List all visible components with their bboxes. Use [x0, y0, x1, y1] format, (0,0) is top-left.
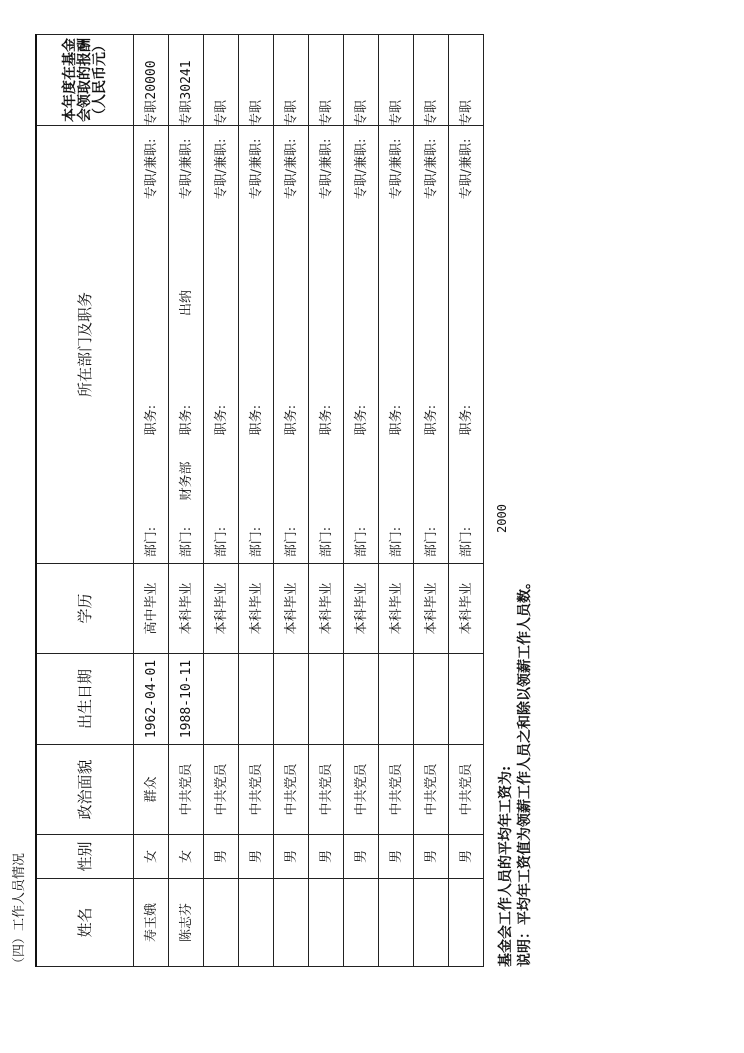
- position-label: 职务:: [353, 404, 369, 436]
- dept-label: 部门:: [318, 526, 334, 558]
- header-row: [36, 35, 134, 967]
- cell-name: 寿玉娥: [134, 879, 169, 967]
- cell-gender: 男: [239, 835, 274, 879]
- cell-name: [204, 879, 239, 967]
- cell-political: 中共党员: [379, 745, 414, 835]
- mode-value: 专职: [143, 100, 159, 127]
- cell-dept-position: [449, 100, 484, 564]
- mode-value: 专职: [213, 100, 229, 127]
- cell-dept-position: [169, 100, 204, 564]
- cell-birth: [239, 654, 274, 745]
- dept-value: 财务部: [178, 461, 194, 501]
- position-label: 职务:: [318, 404, 334, 436]
- mode-label: 专职/兼职:: [318, 138, 334, 200]
- mode-value: 专职: [318, 100, 334, 127]
- cell-dept-position: [204, 100, 239, 564]
- mode-label: 专职/兼职:: [388, 138, 404, 200]
- mode-value: 专职: [388, 100, 404, 127]
- section-title: （四）工作人员情况: [12, 852, 27, 970]
- dept-label: 部门:: [353, 526, 369, 558]
- table-row: [414, 35, 449, 967]
- dept-label: 部门:: [213, 526, 229, 558]
- mode-label: 专职/兼职:: [283, 138, 299, 200]
- header-dept-position: 所在部门及职务: [36, 126, 134, 564]
- position-label: 职务:: [248, 404, 264, 436]
- dept-label: 部门:: [423, 526, 439, 558]
- position-label: 职务:: [458, 404, 474, 436]
- cell-gender: 男: [309, 835, 344, 879]
- cell-gender: 女: [134, 835, 169, 879]
- cell-name: [344, 879, 379, 967]
- table-row: [449, 35, 484, 967]
- mode-label: 专职/兼职:: [423, 138, 439, 200]
- cell-political: 中共党员: [274, 745, 309, 835]
- table-row: [309, 35, 344, 967]
- cell-dept-position: [134, 100, 169, 564]
- cell-birth: [414, 654, 449, 745]
- cell-gender: 男: [274, 835, 309, 879]
- cell-name: [309, 879, 344, 967]
- dept-label: 部门:: [143, 526, 159, 558]
- mode-label: 专职/兼职:: [248, 138, 264, 200]
- mode-value: 专职: [248, 100, 264, 127]
- table-row: [169, 35, 204, 967]
- mode-value: 专职: [353, 100, 369, 127]
- table-row: [274, 35, 309, 967]
- dept-label: 部门:: [458, 526, 474, 558]
- cell-birth: 1962-04-01: [134, 654, 169, 745]
- cell-remuneration: 20000: [134, 35, 169, 126]
- cell-education: 本科毕业: [449, 564, 484, 654]
- cell-gender: 男: [379, 835, 414, 879]
- cell-birth: [344, 654, 379, 745]
- cell-gender: 男: [449, 835, 484, 879]
- mode-value: 专职: [178, 100, 194, 127]
- cell-dept-position: [239, 100, 274, 564]
- mode-label: 专职/兼职:: [458, 138, 474, 200]
- cell-education: 本科毕业: [414, 564, 449, 654]
- position-label: 职务:: [178, 404, 194, 436]
- cell-birth: [309, 654, 344, 745]
- footer-note: 说明：平均年工资值为领薪工作人员之和除以领薪工作人员数。: [517, 575, 533, 967]
- cell-remuneration: 30241: [169, 35, 204, 126]
- cell-name: [239, 879, 274, 967]
- table-row: [239, 35, 274, 967]
- cell-name: [449, 879, 484, 967]
- table-row: [344, 35, 379, 967]
- table-row: [379, 35, 414, 967]
- cell-political: 中共党员: [449, 745, 484, 835]
- cell-political: 中共党员: [344, 745, 379, 835]
- position-value: 出纳: [178, 290, 194, 317]
- cell-education: 本科毕业: [274, 564, 309, 654]
- cell-political: 中共党员: [169, 745, 204, 835]
- cell-name: [379, 879, 414, 967]
- cell-name: [414, 879, 449, 967]
- header-gender: 性别: [36, 835, 134, 879]
- cell-name: [274, 879, 309, 967]
- mode-value: 专职: [423, 100, 439, 127]
- footer-average-label: 基金会工作人员的平均年工资为:: [498, 765, 514, 967]
- cell-birth: [379, 654, 414, 745]
- staff-table: [35, 34, 484, 967]
- cell-birth: [274, 654, 309, 745]
- footer-average-value: 2000: [495, 504, 509, 533]
- cell-education: 高中毕业: [134, 564, 169, 654]
- cell-political: 中共党员: [414, 745, 449, 835]
- table-row: [134, 35, 169, 967]
- mode-label: 专职/兼职:: [143, 138, 159, 200]
- cell-political: 中共党员: [309, 745, 344, 835]
- cell-education: 本科毕业: [169, 564, 204, 654]
- header-political: 政治面貌: [36, 745, 134, 835]
- cell-birth: [449, 654, 484, 745]
- cell-gender: 男: [344, 835, 379, 879]
- cell-education: 本科毕业: [344, 564, 379, 654]
- mode-label: 专职/兼职:: [353, 138, 369, 200]
- cell-political: 群众: [134, 745, 169, 835]
- cell-gender: 男: [204, 835, 239, 879]
- cell-education: 本科毕业: [204, 564, 239, 654]
- mode-label: 专职/兼职:: [213, 138, 229, 200]
- header-name: 姓名: [36, 879, 134, 967]
- cell-dept-position: [274, 100, 309, 564]
- position-label: 职务:: [423, 404, 439, 436]
- cell-education: 本科毕业: [239, 564, 274, 654]
- cell-name: 陈志芬: [169, 879, 204, 967]
- dept-label: 部门:: [248, 526, 264, 558]
- dept-label: 部门:: [178, 526, 194, 558]
- position-label: 职务:: [143, 404, 159, 436]
- position-label: 职务:: [283, 404, 299, 436]
- cell-education: 本科毕业: [309, 564, 344, 654]
- cell-dept-position: [379, 100, 414, 564]
- cell-gender: 男: [414, 835, 449, 879]
- mode-value: 专职: [458, 100, 474, 127]
- header-remuneration: 本年度在基金会领取的报酬（人民币元）: [36, 35, 134, 126]
- cell-dept-position: [309, 100, 344, 564]
- cell-dept-position: [344, 100, 379, 564]
- cell-political: 中共党员: [239, 745, 274, 835]
- position-label: 职务:: [388, 404, 404, 436]
- position-label: 职务:: [213, 404, 229, 436]
- dept-label: 部门:: [388, 526, 404, 558]
- cell-birth: 1988-10-11: [169, 654, 204, 745]
- mode-value: 专职: [283, 100, 299, 127]
- table-row: [204, 35, 239, 967]
- mode-label: 专职/兼职:: [178, 138, 194, 200]
- header-education: 学历: [36, 564, 134, 654]
- header-birth: 出生日期: [36, 654, 134, 745]
- cell-gender: 女: [169, 835, 204, 879]
- dept-label: 部门:: [283, 526, 299, 558]
- cell-education: 本科毕业: [379, 564, 414, 654]
- cell-birth: [204, 654, 239, 745]
- cell-political: 中共党员: [204, 745, 239, 835]
- cell-dept-position: [414, 100, 449, 564]
